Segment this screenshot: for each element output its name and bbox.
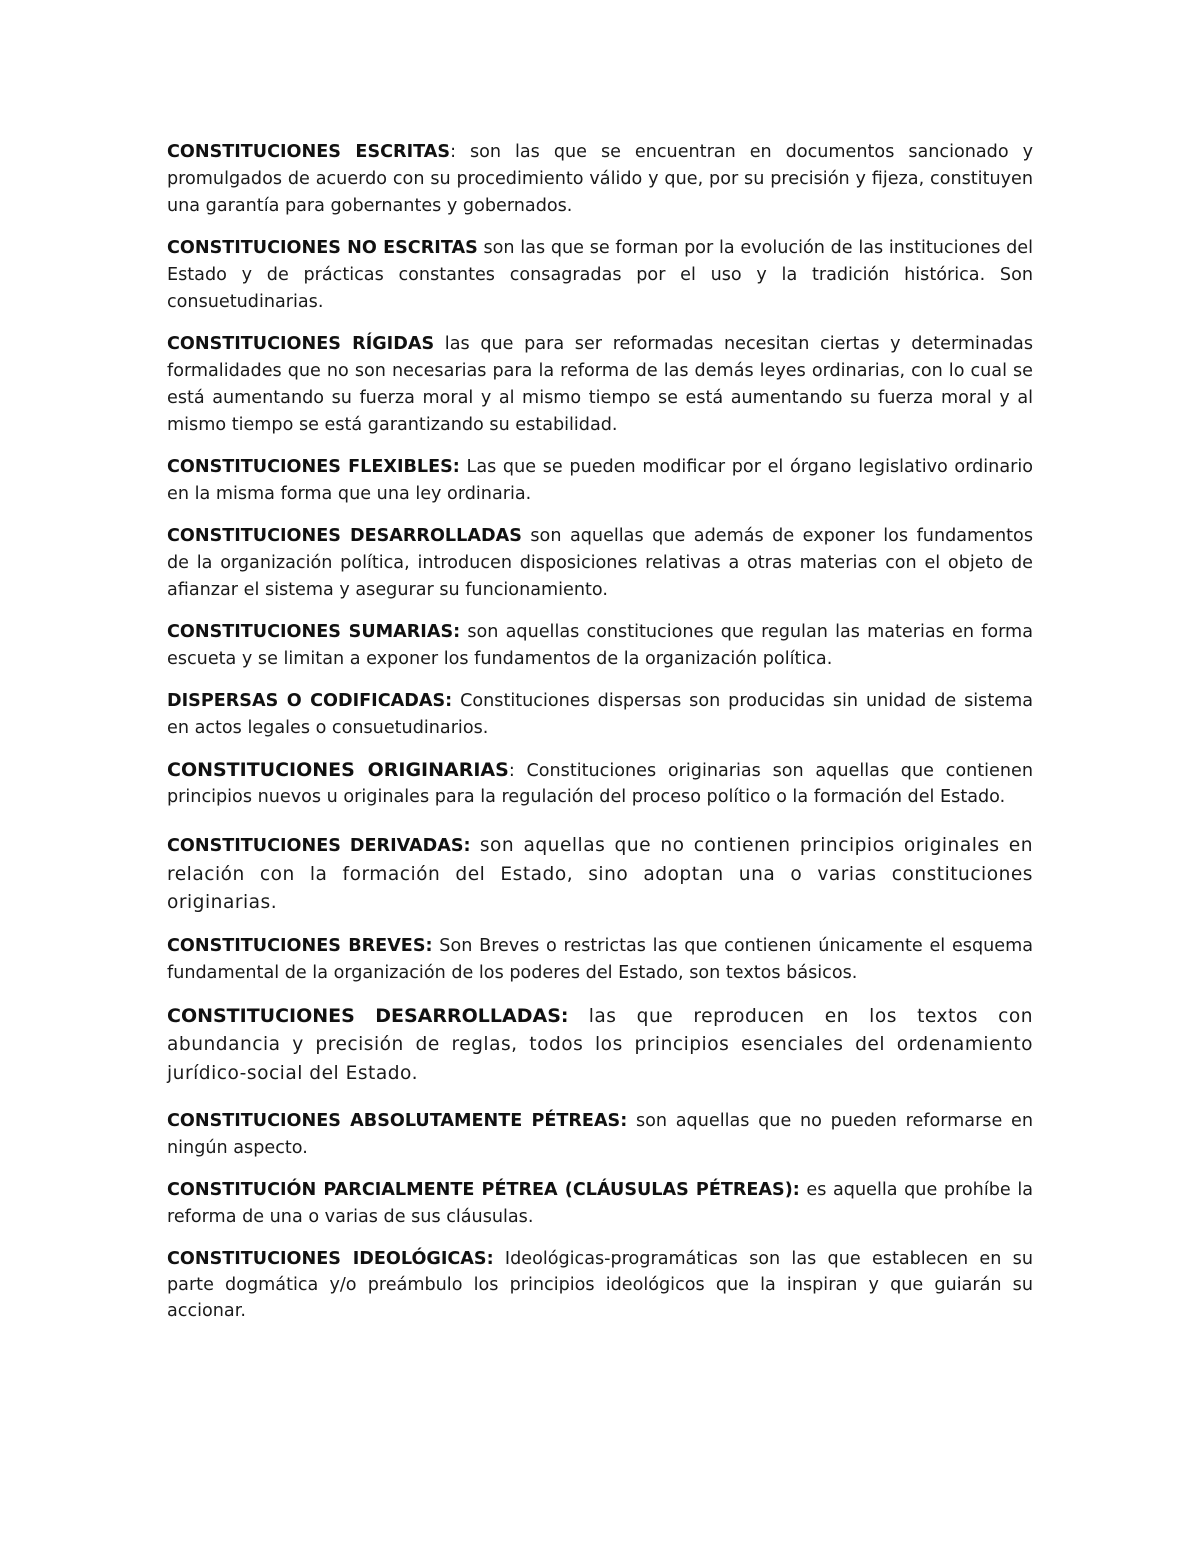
paragraph-constituciones-desarrolladas-2 xyxy=(167,1002,1033,1089)
term-constituciones-absolutamente-petreas: CONSTITUCIONES ABSOLUTAMENTE PÉTREAS: xyxy=(167,1111,628,1131)
definition-constituciones-desarrolladas-2: las que reproducen en los textos con abundancia y precisión de reglas, todos los principios esenciales del ordenamiento jurídico-social del Estado. xyxy=(167,1005,1033,1084)
term-constitucion-parcialmente-petrea: CONSTITUCIÓN PARCIALMENTE PÉTREA (CLÁUSULAS PÉTREAS): xyxy=(167,1180,800,1200)
definition-constituciones-escritas: : son las que se encuentran en documentos sancionado y promulgados de acuerdo con su procedimiento válido y que, por su precisión y fijeza, constituyen una garantía para gobernantes y gobernados. xyxy=(167,142,1034,216)
term-constituciones-breves: CONSTITUCIONES BREVES: xyxy=(167,935,433,956)
definition-constituciones-rigidas: las que para ser reformadas necesitan ciertas y determinadas formalidades que no son necesarias para la reforma de las demás leyes ordinarias, con lo cual se está aumentando su fuerza moral y al mismo tiempo se está aumentando su fuerza moral y al mismo tiempo se está garantizando su estabilidad. xyxy=(167,334,1033,435)
term-constituciones-sumarias: CONSTITUCIONES SUMARIAS: xyxy=(167,622,461,642)
paragraph-constituciones-desarrolladas xyxy=(167,523,1033,604)
paragraph-constituciones-originarias xyxy=(167,757,1033,810)
paragraph-constituciones-sumarias xyxy=(167,619,1033,673)
paragraph-constitucion-parcialmente-petrea xyxy=(167,1177,1033,1231)
term-constituciones-desarrolladas: CONSTITUCIONES DESARROLLADAS xyxy=(167,526,522,546)
definition-constituciones-breves: Son Breves o restrictas las que contienen únicamente el esquema fundamental de la organización de los poderes del Estado, son textos básicos. xyxy=(167,935,1034,983)
definition-constitucion-parcialmente-petrea: es aquella que prohíbe la reforma de una o varias de sus cláusulas. xyxy=(167,1180,1033,1227)
term-constituciones-escritas: CONSTITUCIONES ESCRITAS xyxy=(167,142,451,162)
definition-constituciones-no-escritas: son las que se forman por la evolución de las instituciones del Estado y de prácticas constantes consagradas por el uso y la tradición histórica. Son consuetudinarias. xyxy=(167,238,1033,312)
term-constituciones-no-escritas: CONSTITUCIONES NO ESCRITAS xyxy=(167,238,478,258)
paragraph-constituciones-no-escritas xyxy=(167,235,1033,316)
definition-constituciones-derivadas: son aquellas que no contienen principios originales en relación con la formación del Estado, sino adoptan una o varias constituciones originarias. xyxy=(167,835,1034,913)
term-constituciones-desarrolladas-2: CONSTITUCIONES DESARROLLADAS: xyxy=(167,1004,569,1027)
paragraph-constituciones-derivadas xyxy=(167,832,1033,918)
definition-dispersas-o-codificadas: Constituciones dispersas son producidas sin unidad de sistema en actos legales o consuetudinarios. xyxy=(167,691,1033,738)
definition-constituciones-ideologicas: Ideológicas-programáticas son las que establecen en su parte dogmática y/o preámbulo los principios ideológicos que la inspiran y que guiarán su accionar. xyxy=(167,1249,1033,1321)
paragraph-constituciones-flexibles xyxy=(167,454,1033,508)
definition-constituciones-absolutamente-petreas: son aquellas que no pueden reformarse en ningún aspecto. xyxy=(167,1111,1033,1158)
definition-constituciones-sumarias: son aquellas constituciones que regulan las materias en forma escueta y se limitan a exponer los fundamentos de la organización política. xyxy=(167,622,1033,669)
paragraph-constituciones-escritas xyxy=(167,139,1033,220)
term-constituciones-ideologicas: CONSTITUCIONES IDEOLÓGICAS: xyxy=(167,1249,494,1269)
paragraph-constituciones-rigidas xyxy=(167,331,1033,439)
paragraph-constituciones-absolutamente-petreas xyxy=(167,1108,1033,1162)
definition-constituciones-desarrolladas: son aquellas que además de exponer los fundamentos de la organización política, introducen disposiciones relativas a otras materias con el objeto de afianzar el sistema y asegurar su funcionamiento. xyxy=(167,526,1033,600)
paragraph-constituciones-ideologicas xyxy=(167,1246,1033,1324)
term-constituciones-flexibles: CONSTITUCIONES FLEXIBLES: xyxy=(167,457,460,477)
term-constituciones-derivadas: CONSTITUCIONES DERIVADAS: xyxy=(167,836,471,856)
term-constituciones-rigidas: CONSTITUCIONES RÍGIDAS xyxy=(167,334,435,354)
document-body xyxy=(167,139,1033,1339)
definition-constituciones-originarias: : Constituciones originarias son aquellas que contienen principios nuevos u originales para la regulación del proceso político o la formación del Estado. xyxy=(167,761,1033,807)
definition-constituciones-flexibles: Las que se pueden modificar por el órgano legislativo ordinario en la misma forma que una ley ordinaria. xyxy=(167,457,1033,504)
paragraph-dispersas-o-codificadas xyxy=(167,688,1033,742)
term-constituciones-originarias: CONSTITUCIONES ORIGINARIAS xyxy=(167,759,509,781)
paragraph-constituciones-breves xyxy=(167,933,1033,987)
term-dispersas-o-codificadas: DISPERSAS O CODIFICADAS: xyxy=(167,691,453,711)
